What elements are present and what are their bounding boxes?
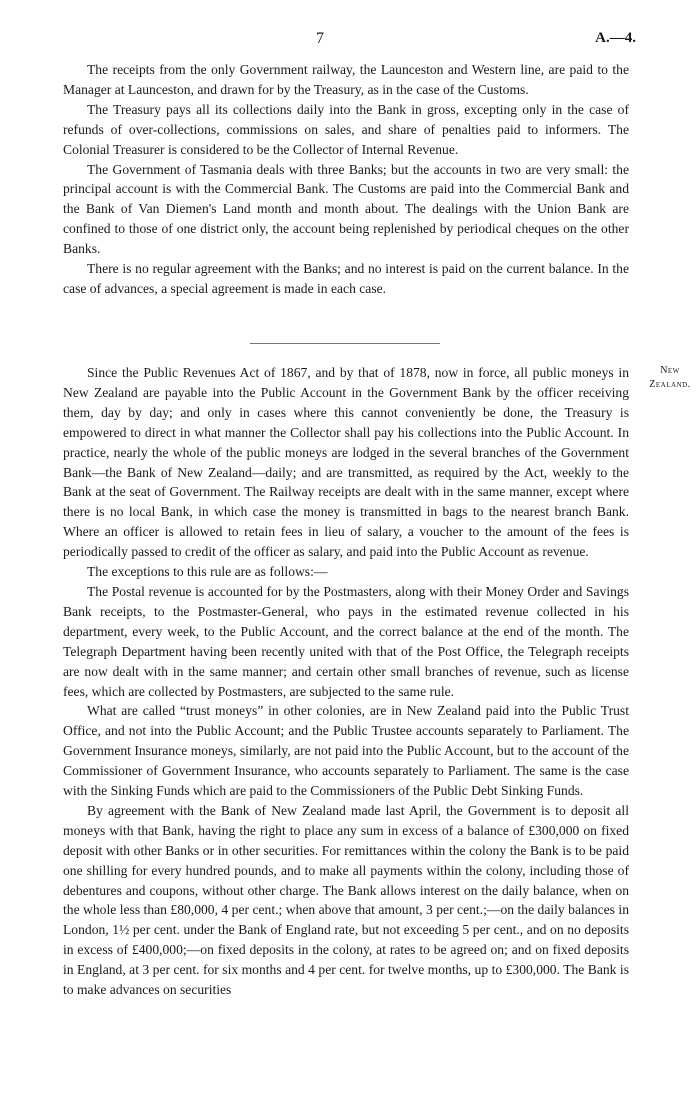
paragraph: By agreement with the Bank of New Zealand made last April, the Government is to deposit all moneys with that Bank, having the right to place any sum in excess of a balance of £300,000 on fixed deposit with other Banks or in other securities. For remittances within the colony the Bank is to be paid one shilling for every hundred pounds, and to make all payments within the colony, including those of debentures and coupons, without other charge. The Bank allows interest on the daily balance, when on the whole less than £80,000, 4 per cent.; when above that amount, 3 per cent.;—on the daily balances in London, 1½ per cent. under the Bank of England rate, but not exceeding 5 per cent., and on no deposits in excess of £400,000;—on fixed deposits in the colony, at rates to be agreed on; and on fixed deposits in England, at 3 per cent. for six months and 4 per cent. for twelve months, up to £300,000. The Bank is to make advances on securities (63, 802, 629, 998)
tasmania-section (63, 60, 629, 299)
paragraph: Since the Public Revenues Act of 1867, and by that of 1878, now in force, all public moneys in New Zealand are payable into the Public Account in the Government Bank by the officer receiving them, day by day; and only in cases where this cannot conveniently be done, the Treasury is empowered to direct in what manner the Collector shall pay his collections into the Public Account. In practice, nearly the whole of the public moneys are lodged in the several branches of the Government Bank—the Bank of New Zealand—daily; and are transmitted, as required by the Act, weekly to the Bank at the seat of Government. The Railway receipts are dealt with in the same manner, except where there is no local Bank, in which case the money is transmitted in bags to the nearest branch Bank. Where an officer is allowed to retain fees in lieu of salary, a voucher to the amount of the fees is periodically passed to credit of the officer as salary, and paid into the Public Account as revenue. (63, 365, 629, 560)
paragraph: The receipts from the only Government railway, the Launceston and Western line, are paid to the Manager at Launceston, and drawn for by the Treasury, as in the case of the Customs. (63, 62, 629, 97)
page-reference: A.—4. (595, 30, 636, 46)
paragraph: The Government of Tasmania deals with three Banks; but the accounts in two are very small: the principal account is with the Commercial Bank. The Customs are paid into the Commercial Bank and the Bank of Van Diemen's Land month and month about. The dealings with the Union Bank are confined to those of one district only, the account being replenished by periodical cheques on the other Banks. (63, 161, 629, 257)
paragraph: The exceptions to this rule are as follows:— (87, 564, 328, 580)
margin-note-line: Zealand. (649, 379, 691, 390)
paragraph: There is no regular agreement with the Banks; and no interest is paid on the current balance. In the case of advances, a special agreement is made in each case. (63, 261, 629, 296)
page-number: 7 (316, 30, 324, 47)
margin-note-line: New (660, 365, 680, 376)
paragraph: The Treasury pays all its collections daily into the Bank in gross, excepting only in the case of refunds of over-collections, commissions on sales, and share of penalties paid to informers. The Colonial Treasurer is considered to be the Collector of Internal Revenue. (63, 101, 629, 157)
paragraph: What are called “trust moneys” in other colonies, are in New Zealand paid into the Public Trust Office, and not into the Public Account; and the Public Trustee accounts separately to Parliament. The Government Insurance moneys, similarly, are not paid into the Public Account, but to the account of the Commissioner of Government Insurance, who accounts separately to Parliament. The same is the case with the Sinking Funds which are paid to the Commissioners of the Public Debt Sinking Funds. (63, 703, 629, 799)
paragraph: The Postal revenue is accounted for by the Postmasters, along with their Money Order and Savings Bank receipts, to the Postmaster-General, who pays in the estimated revenue collected in his department, every week, to the Public Account, and the correct balance at the end of the month. The Telegraph Department having been recently united with that of the Post Office, the Telegraph receipts are now dealt with in the same manner; and certain other small branches of revenue, such as license fees, which are collected by Postmasters, are subjected to the same rule. (63, 583, 629, 699)
new-zealand-section (63, 363, 629, 1000)
margin-note-new-zealand (646, 364, 694, 392)
section-divider (250, 343, 440, 344)
